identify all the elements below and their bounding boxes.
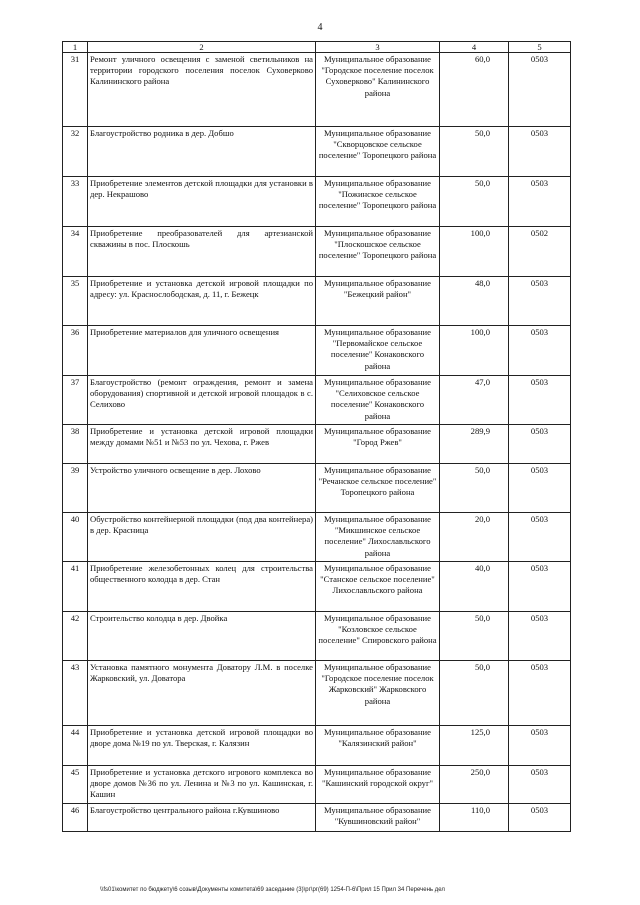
table-row bbox=[63, 562, 571, 612]
row-code: 0503 bbox=[509, 376, 571, 425]
row-number: 46 bbox=[63, 804, 88, 832]
row-description: Установка памятного монумента Доватору Л.М. в поселке Жарковский, ул. Доватора bbox=[88, 661, 316, 726]
file-path-footer: \\fs01\комитет по бюджету\6 созыв\Документы комитета\69 заседание (3)\рг\рг(69) 1254-П-6\Прил 15 Прил 34 Перечень дел bbox=[100, 887, 445, 893]
row-amount: 110,0 bbox=[440, 804, 509, 832]
row-municipality: Муниципальное образование "Селиховское сельское поселение" Конаковского района bbox=[316, 376, 440, 425]
row-amount: 40,0 bbox=[440, 562, 509, 612]
row-description: Устройство уличного освещение в дер. Лохово bbox=[88, 464, 316, 513]
row-number: 42 bbox=[63, 612, 88, 661]
row-amount: 125,0 bbox=[440, 726, 509, 766]
table-row bbox=[63, 726, 571, 766]
row-code: 0503 bbox=[509, 804, 571, 832]
row-number: 41 bbox=[63, 562, 88, 612]
table-row bbox=[63, 53, 571, 127]
object-list-table bbox=[62, 41, 571, 832]
row-description: Приобретение элементов детской площадки для установки в дер. Некрашово bbox=[88, 177, 316, 227]
row-municipality: Муниципальное образование "Микшинское сельское поселение" Лихославльского района bbox=[316, 513, 440, 562]
row-amount: 50,0 bbox=[440, 464, 509, 513]
row-municipality: Муниципальное образование "Станское сельское поселение" Лихославльского района bbox=[316, 562, 440, 612]
row-number: 39 bbox=[63, 464, 88, 513]
header-cell: 1 bbox=[63, 42, 88, 53]
row-amount: 47,0 bbox=[440, 376, 509, 425]
row-code: 0503 bbox=[509, 562, 571, 612]
row-amount: 50,0 bbox=[440, 177, 509, 227]
row-description: Обустройство контейнерной площадки (под два контейнера) в дер. Красница bbox=[88, 513, 316, 562]
table-header-row bbox=[63, 42, 571, 53]
row-municipality: Муниципальное образование "Бежецкий район" bbox=[316, 277, 440, 326]
header-cell: 3 bbox=[316, 42, 440, 53]
row-code: 0503 bbox=[509, 726, 571, 766]
row-amount: 60,0 bbox=[440, 53, 509, 127]
row-description: Приобретение материалов для уличного освещения bbox=[88, 326, 316, 376]
row-amount: 50,0 bbox=[440, 612, 509, 661]
row-description: Ремонт уличного освещения с заменой светильников на территории городского поселения поселок Суховерково Калининского района bbox=[88, 53, 316, 127]
row-municipality: Муниципальное образование "Город Ржев" bbox=[316, 425, 440, 464]
table-row bbox=[63, 425, 571, 464]
row-amount: 100,0 bbox=[440, 227, 509, 277]
row-description: Благоустройство родника в дер. Добшо bbox=[88, 127, 316, 177]
row-municipality: Муниципальное образование "Плоскошское сельское поселение" Торопецкого района bbox=[316, 227, 440, 277]
row-code: 0503 bbox=[509, 53, 571, 127]
row-amount: 50,0 bbox=[440, 661, 509, 726]
table-row bbox=[63, 326, 571, 376]
row-description: Строительство колодца в дер. Двойка bbox=[88, 612, 316, 661]
table-row bbox=[63, 127, 571, 177]
row-description: Приобретение и установка детского игрового комплекса во дворе домов №36 по ул. Ленина и №3 по ул. Кашинская, г. Кашин bbox=[88, 766, 316, 804]
table-row bbox=[63, 513, 571, 562]
row-description: Приобретение железобетонных колец для строительства общественного колодца в дер. Стан bbox=[88, 562, 316, 612]
row-code: 0503 bbox=[509, 425, 571, 464]
page-number: 4 bbox=[317, 22, 323, 33]
row-description: Благоустройство (ремонт ограждения, ремонт и замена оборудования) спортивной и детской игровой площадок в с. Селихово bbox=[88, 376, 316, 425]
row-code: 0503 bbox=[509, 513, 571, 562]
row-municipality: Муниципальное образование "Первомайское сельское поселение" Конаковского района bbox=[316, 326, 440, 376]
table-row bbox=[63, 804, 571, 832]
row-number: 40 bbox=[63, 513, 88, 562]
row-municipality: Муниципальное образование "Козловское сельское поселение" Спировского района bbox=[316, 612, 440, 661]
table-row bbox=[63, 177, 571, 227]
table-row bbox=[63, 376, 571, 425]
table-row bbox=[63, 277, 571, 326]
row-number: 32 bbox=[63, 127, 88, 177]
row-municipality: Муниципальное образование "Калязинский район" bbox=[316, 726, 440, 766]
row-code: 0503 bbox=[509, 766, 571, 804]
row-description: Приобретение преобразователей для артезианской скважины в пос. Плоскошь bbox=[88, 227, 316, 277]
table-row bbox=[63, 227, 571, 277]
row-code: 0503 bbox=[509, 612, 571, 661]
header-cell: 5 bbox=[509, 42, 571, 53]
row-code: 0503 bbox=[509, 326, 571, 376]
row-code: 0502 bbox=[509, 227, 571, 277]
row-amount: 250,0 bbox=[440, 766, 509, 804]
row-number: 31 bbox=[63, 53, 88, 127]
row-code: 0503 bbox=[509, 661, 571, 726]
row-municipality: Муниципальное образование "Пожинское сельское поселение" Торопецкого района bbox=[316, 177, 440, 227]
row-code: 0503 bbox=[509, 177, 571, 227]
row-municipality: Муниципальное образование "Речанское сельское поселение" Торопецкого района bbox=[316, 464, 440, 513]
row-municipality: Муниципальное образование "Кувшиновский район" bbox=[316, 804, 440, 832]
row-description: Приобретение и установка детской игровой площадки во дворе дома №19 по ул. Тверская, г. Калязин bbox=[88, 726, 316, 766]
row-number: 36 bbox=[63, 326, 88, 376]
header-cell: 4 bbox=[440, 42, 509, 53]
row-code: 0503 bbox=[509, 127, 571, 177]
row-number: 43 bbox=[63, 661, 88, 726]
row-municipality: Муниципальное образование "Городское поселение поселок Суховерково" Калининского района bbox=[316, 53, 440, 127]
row-municipality: Муниципальное образование "Кашинский городской округ" bbox=[316, 766, 440, 804]
row-number: 34 bbox=[63, 227, 88, 277]
row-number: 35 bbox=[63, 277, 88, 326]
row-description: Приобретение и установка детской игровой площадки между домами №51 и №53 по ул. Чехова, г. Ржев bbox=[88, 425, 316, 464]
row-number: 38 bbox=[63, 425, 88, 464]
row-number: 33 bbox=[63, 177, 88, 227]
row-number: 44 bbox=[63, 726, 88, 766]
table-row bbox=[63, 464, 571, 513]
table-row bbox=[63, 661, 571, 726]
row-number: 37 bbox=[63, 376, 88, 425]
header-cell: 2 bbox=[88, 42, 316, 53]
row-amount: 100,0 bbox=[440, 326, 509, 376]
row-municipality: Муниципальное образование "Городское поселение поселок Жарковский" Жарковского района bbox=[316, 661, 440, 726]
row-description: Приобретение и установка детской игровой площадки по адресу: ул. Краснослободская, д. 11, г. Бежецк bbox=[88, 277, 316, 326]
row-code: 0503 bbox=[509, 277, 571, 326]
row-amount: 48,0 bbox=[440, 277, 509, 326]
row-code: 0503 bbox=[509, 464, 571, 513]
row-amount: 50,0 bbox=[440, 127, 509, 177]
row-municipality: Муниципальное образование "Скворцовское сельское поселение" Торопецкого района bbox=[316, 127, 440, 177]
row-description: Благоустройство центрального района г.Кувшиново bbox=[88, 804, 316, 832]
row-amount: 20,0 bbox=[440, 513, 509, 562]
table-row bbox=[63, 766, 571, 804]
row-amount: 289,9 bbox=[440, 425, 509, 464]
table-row bbox=[63, 612, 571, 661]
row-number: 45 bbox=[63, 766, 88, 804]
